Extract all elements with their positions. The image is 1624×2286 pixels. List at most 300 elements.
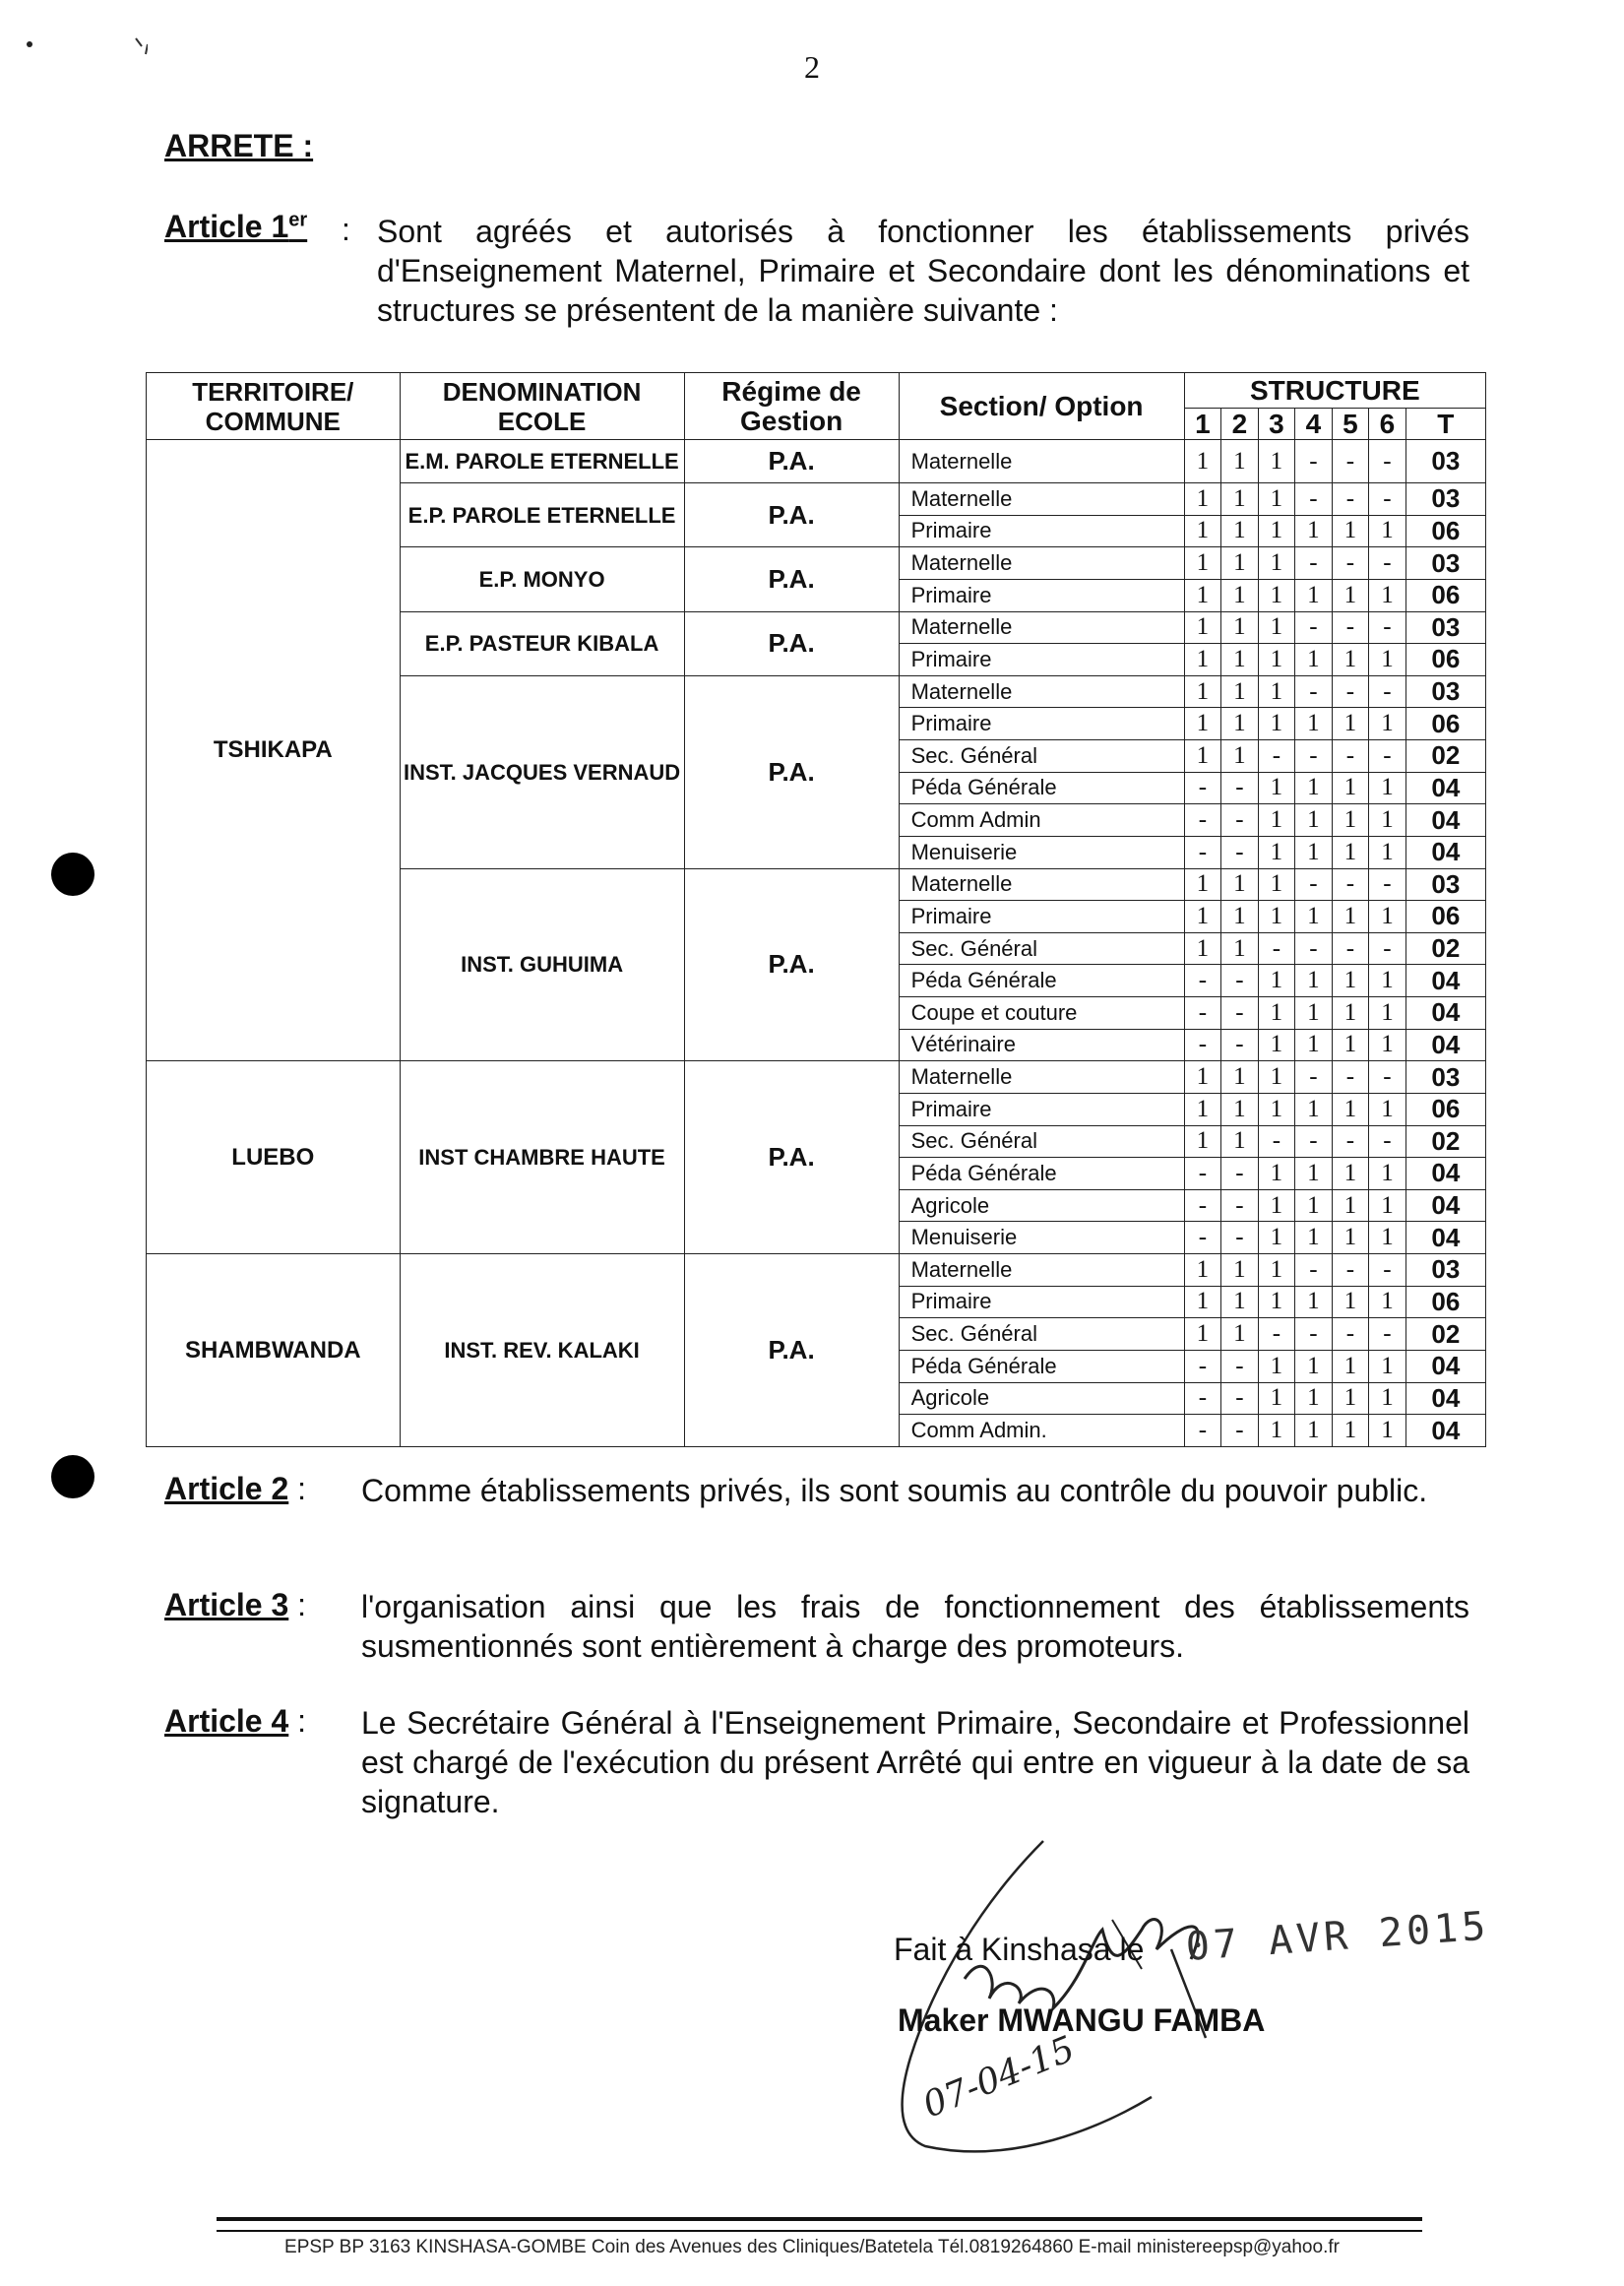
level-4-cell: 1 (1295, 1158, 1333, 1190)
article-1-label-main: Article 1 (164, 209, 289, 244)
table-row (147, 1254, 1486, 1287)
level-5-cell: 1 (1332, 804, 1369, 837)
level-3-cell: 1 (1258, 1222, 1295, 1254)
level-1-cell: 1 (1184, 440, 1221, 483)
level-2-cell: 1 (1221, 1061, 1259, 1094)
level-3-cell: 1 (1258, 901, 1295, 933)
option-cell: Comm Admin. (899, 1415, 1184, 1447)
option-cell: Agricole (899, 1189, 1184, 1222)
school-name-cell: E.P. PASTEUR KIBALA (400, 611, 684, 675)
article-1-label (164, 209, 307, 245)
place-date-label: Fait à Kinshasa le (894, 1932, 1145, 1967)
total-cell: 04 (1405, 997, 1485, 1030)
level-5-cell: 1 (1332, 1415, 1369, 1447)
header-structure: STRUCTURE (1184, 373, 1485, 409)
level-3-cell: 1 (1258, 1093, 1295, 1125)
level-4-cell: - (1295, 1254, 1333, 1287)
article-2-text: Comme établissements privés, ils sont soumis au contrôle du pouvoir public. (361, 1473, 1428, 1508)
header-regime: Régime de Gestion (684, 373, 899, 440)
header-col-total: T (1405, 409, 1485, 440)
level-6-cell: - (1369, 440, 1406, 483)
level-6-cell: 1 (1369, 901, 1406, 933)
level-3-cell: - (1258, 1318, 1295, 1351)
level-1-cell: - (1184, 1158, 1221, 1190)
level-1-cell: 1 (1184, 901, 1221, 933)
level-5-cell: 1 (1332, 997, 1369, 1030)
level-1-cell: 1 (1184, 579, 1221, 611)
level-6-cell: 1 (1369, 1222, 1406, 1254)
header-col-6: 6 (1369, 409, 1406, 440)
total-cell: 03 (1405, 1254, 1485, 1287)
total-cell: 03 (1405, 483, 1485, 516)
header-col-5: 5 (1332, 409, 1369, 440)
header-col-2: 2 (1221, 409, 1259, 440)
option-cell: Coupe et couture (899, 997, 1184, 1030)
option-cell: Maternelle (899, 547, 1184, 580)
option-cell: Primaire (899, 515, 1184, 547)
level-2-cell: 1 (1221, 932, 1259, 965)
regime-cell: P.A. (684, 1254, 899, 1447)
level-2-cell: 1 (1221, 1318, 1259, 1351)
header-col-1: 1 (1184, 409, 1221, 440)
total-cell: 04 (1405, 1350, 1485, 1382)
level-2-cell: 1 (1221, 440, 1259, 483)
level-5-cell: 1 (1332, 1350, 1369, 1382)
total-cell: 02 (1405, 1125, 1485, 1158)
total-cell: 06 (1405, 901, 1485, 933)
level-3-cell: 1 (1258, 483, 1295, 516)
total-cell: 06 (1405, 708, 1485, 740)
option-cell: Maternelle (899, 1061, 1184, 1094)
level-3-cell: 1 (1258, 997, 1295, 1030)
regime-cell: P.A. (684, 483, 899, 547)
level-5-cell: - (1332, 1125, 1369, 1158)
option-cell: Maternelle (899, 1254, 1184, 1287)
level-4-cell: - (1295, 483, 1333, 516)
article-2-label-text: Article 2 (164, 1471, 289, 1506)
header-territoire: TERRITOIRE/ COMMUNE (147, 373, 401, 440)
article-3-label (164, 1587, 306, 1623)
level-1-cell: 1 (1184, 868, 1221, 901)
total-cell: 02 (1405, 932, 1485, 965)
level-4-cell: 1 (1295, 1222, 1333, 1254)
option-cell: Maternelle (899, 868, 1184, 901)
level-5-cell: - (1332, 483, 1369, 516)
school-name-cell: INST. JACQUES VERNAUD (400, 675, 684, 868)
total-cell: 04 (1405, 804, 1485, 837)
level-4-cell: 1 (1295, 965, 1333, 997)
option-cell: Péda Générale (899, 965, 1184, 997)
level-5-cell: - (1332, 440, 1369, 483)
total-cell: 06 (1405, 579, 1485, 611)
level-2-cell: 1 (1221, 611, 1259, 644)
handwritten-date: 07-04-15 (917, 2028, 1081, 2127)
level-1-cell: - (1184, 772, 1221, 804)
total-cell: 04 (1405, 1415, 1485, 1447)
level-1-cell: - (1184, 804, 1221, 837)
level-4-cell: - (1295, 868, 1333, 901)
level-6-cell: - (1369, 1254, 1406, 1287)
level-4-cell: 1 (1295, 901, 1333, 933)
level-1-cell: - (1184, 1382, 1221, 1415)
level-2-cell: 1 (1221, 547, 1259, 580)
level-6-cell: - (1369, 675, 1406, 708)
level-4-cell: - (1295, 932, 1333, 965)
total-cell: 06 (1405, 515, 1485, 547)
level-5-cell: 1 (1332, 1093, 1369, 1125)
level-6-cell: 1 (1369, 1093, 1406, 1125)
level-6-cell: - (1369, 611, 1406, 644)
table-row (147, 1061, 1486, 1094)
level-5-cell: - (1332, 932, 1369, 965)
date-stamp: 07 AVR 2015 (1184, 1903, 1491, 1970)
level-2-cell: 1 (1221, 675, 1259, 708)
regime-cell: P.A. (684, 611, 899, 675)
total-cell: 02 (1405, 740, 1485, 773)
level-1-cell: 1 (1184, 675, 1221, 708)
total-cell: 03 (1405, 547, 1485, 580)
level-3-cell: 1 (1258, 611, 1295, 644)
level-5-cell: 1 (1332, 836, 1369, 868)
article-1-colon: : (342, 212, 350, 247)
total-cell: 04 (1405, 1029, 1485, 1061)
level-3-cell: - (1258, 932, 1295, 965)
header-col-3: 3 (1258, 409, 1295, 440)
level-5-cell: 1 (1332, 1158, 1369, 1190)
option-cell: Péda Générale (899, 772, 1184, 804)
level-2-cell: 1 (1221, 1254, 1259, 1287)
level-6-cell: 1 (1369, 1350, 1406, 1382)
level-4-cell: 1 (1295, 579, 1333, 611)
table-body (147, 440, 1486, 1447)
level-4-cell: - (1295, 740, 1333, 773)
level-5-cell: - (1332, 1254, 1369, 1287)
level-4-cell: 1 (1295, 804, 1333, 837)
table-row (147, 440, 1486, 483)
level-5-cell: 1 (1332, 708, 1369, 740)
option-cell: Menuiserie (899, 836, 1184, 868)
territory-cell: TSHIKAPA (147, 440, 401, 1061)
level-2-cell: - (1221, 804, 1259, 837)
level-5-cell: 1 (1332, 644, 1369, 676)
level-5-cell: 1 (1332, 1382, 1369, 1415)
level-4-cell: 1 (1295, 1093, 1333, 1125)
level-5-cell: 1 (1332, 515, 1369, 547)
header-col-4: 4 (1295, 409, 1333, 440)
option-cell: Sec. Général (899, 740, 1184, 773)
level-3-cell: 1 (1258, 772, 1295, 804)
level-6-cell: 1 (1369, 997, 1406, 1030)
regime-cell: P.A. (684, 1061, 899, 1254)
option-cell: Sec. Général (899, 1125, 1184, 1158)
footer-rule (217, 2217, 1422, 2232)
level-2-cell: 1 (1221, 708, 1259, 740)
option-cell: Maternelle (899, 440, 1184, 483)
level-5-cell: 1 (1332, 901, 1369, 933)
level-6-cell: - (1369, 483, 1406, 516)
level-4-cell: 1 (1295, 644, 1333, 676)
level-1-cell: - (1184, 1222, 1221, 1254)
level-2-cell: - (1221, 1222, 1259, 1254)
option-cell: Maternelle (899, 483, 1184, 516)
level-1-cell: 1 (1184, 515, 1221, 547)
level-1-cell: - (1184, 1029, 1221, 1061)
level-5-cell: 1 (1332, 1029, 1369, 1061)
level-5-cell: - (1332, 1061, 1369, 1094)
level-6-cell: 1 (1369, 708, 1406, 740)
article-4-colon: : (297, 1703, 307, 1739)
level-3-cell: 1 (1258, 1189, 1295, 1222)
territory-cell: SHAMBWANDA (147, 1254, 401, 1447)
header-section: Section/ Option (899, 373, 1184, 440)
level-6-cell: 1 (1369, 1029, 1406, 1061)
level-2-cell: - (1221, 1382, 1259, 1415)
level-3-cell: - (1258, 1125, 1295, 1158)
level-1-cell: 1 (1184, 708, 1221, 740)
level-3-cell: 1 (1258, 644, 1295, 676)
level-1-cell: 1 (1184, 1318, 1221, 1351)
level-6-cell: 1 (1369, 1189, 1406, 1222)
option-cell: Primaire (899, 579, 1184, 611)
level-5-cell: 1 (1332, 1222, 1369, 1254)
option-cell: Menuiserie (899, 1222, 1184, 1254)
margin-bullet-upper (51, 853, 94, 896)
level-2-cell: - (1221, 1350, 1259, 1382)
level-1-cell: 1 (1184, 1061, 1221, 1094)
level-3-cell: 1 (1258, 1254, 1295, 1287)
option-cell: Péda Générale (899, 1350, 1184, 1382)
level-3-cell: 1 (1258, 804, 1295, 837)
level-5-cell: 1 (1332, 965, 1369, 997)
school-name-cell: E.M. PAROLE ETERNELLE (400, 440, 684, 483)
level-1-cell: 1 (1184, 1093, 1221, 1125)
level-4-cell: 1 (1295, 772, 1333, 804)
total-cell: 04 (1405, 1382, 1485, 1415)
level-2-cell: 1 (1221, 579, 1259, 611)
level-3-cell: 1 (1258, 708, 1295, 740)
level-1-cell: - (1184, 965, 1221, 997)
option-cell: Sec. Général (899, 1318, 1184, 1351)
level-6-cell: 1 (1369, 804, 1406, 837)
level-4-cell: 1 (1295, 1415, 1333, 1447)
level-4-cell: 1 (1295, 1189, 1333, 1222)
level-3-cell: 1 (1258, 675, 1295, 708)
level-3-cell: 1 (1258, 1382, 1295, 1415)
level-2-cell: 1 (1221, 740, 1259, 773)
option-cell: Agricole (899, 1382, 1184, 1415)
level-3-cell: 1 (1258, 440, 1295, 483)
level-6-cell: - (1369, 740, 1406, 773)
article-4-label (164, 1703, 306, 1740)
option-cell: Sec. Général (899, 932, 1184, 965)
level-1-cell: 1 (1184, 1254, 1221, 1287)
option-cell: Primaire (899, 708, 1184, 740)
level-1-cell: - (1184, 836, 1221, 868)
level-4-cell: - (1295, 1125, 1333, 1158)
level-2-cell: - (1221, 965, 1259, 997)
option-cell: Comm Admin (899, 804, 1184, 837)
level-6-cell: 1 (1369, 579, 1406, 611)
level-2-cell: 1 (1221, 644, 1259, 676)
total-cell: 04 (1405, 1222, 1485, 1254)
total-cell: 04 (1405, 965, 1485, 997)
level-6-cell: - (1369, 1125, 1406, 1158)
level-2-cell: 1 (1221, 868, 1259, 901)
total-cell: 04 (1405, 1158, 1485, 1190)
article-3-text: l'organisation ainsi que les frais de fonctionnement des établissements susmentionnés sont entièrement à charge des promoteurs. (361, 1589, 1469, 1664)
level-2-cell: - (1221, 1158, 1259, 1190)
total-cell: 03 (1405, 675, 1485, 708)
level-5-cell: 1 (1332, 772, 1369, 804)
level-6-cell: 1 (1369, 1158, 1406, 1190)
level-4-cell: 1 (1295, 1382, 1333, 1415)
total-cell: 03 (1405, 440, 1485, 483)
header-denomination: DENOMINATION ECOLE (400, 373, 684, 440)
option-cell: Vétérinaire (899, 1029, 1184, 1061)
article-4-text: Le Secrétaire Général à l'Enseignement Primaire, Secondaire et Professionnel est chargé de l'exécution du présent Arrêté qui entre en vigueur à la date de sa signature. (361, 1705, 1469, 1819)
total-cell: 06 (1405, 1286, 1485, 1318)
regime-cell: P.A. (684, 675, 899, 868)
option-cell: Maternelle (899, 675, 1184, 708)
level-2-cell: 1 (1221, 515, 1259, 547)
regime-cell: P.A. (684, 868, 899, 1061)
level-6-cell: 1 (1369, 1286, 1406, 1318)
option-cell: Péda Générale (899, 1158, 1184, 1190)
level-6-cell: 1 (1369, 772, 1406, 804)
option-cell: Primaire (899, 1093, 1184, 1125)
level-5-cell: 1 (1332, 1286, 1369, 1318)
level-1-cell: 1 (1184, 932, 1221, 965)
total-cell: 03 (1405, 1061, 1485, 1094)
level-6-cell: - (1369, 547, 1406, 580)
level-2-cell: 1 (1221, 901, 1259, 933)
article-2-label (164, 1471, 306, 1507)
level-6-cell: 1 (1369, 1415, 1406, 1447)
article-2-colon: : (297, 1471, 307, 1506)
total-cell: 03 (1405, 611, 1485, 644)
level-5-cell: - (1332, 675, 1369, 708)
school-name-cell: INST CHAMBRE HAUTE (400, 1061, 684, 1254)
decree-heading: ARRETE : (164, 128, 314, 163)
level-3-cell: 1 (1258, 1350, 1295, 1382)
total-cell: 02 (1405, 1318, 1485, 1351)
level-3-cell: 1 (1258, 1029, 1295, 1061)
level-1-cell: - (1184, 997, 1221, 1030)
article-4-label-text: Article 4 (164, 1703, 289, 1739)
level-3-cell: 1 (1258, 1415, 1295, 1447)
school-name-cell: E.P. PAROLE ETERNELLE (400, 483, 684, 547)
school-name-cell: INST. GUHUIMA (400, 868, 684, 1061)
level-6-cell: 1 (1369, 515, 1406, 547)
level-1-cell: 1 (1184, 1125, 1221, 1158)
signer-name: Maker MWANGU FAMBA (898, 2002, 1266, 2038)
level-6-cell: 1 (1369, 1382, 1406, 1415)
level-3-cell: 1 (1258, 547, 1295, 580)
total-cell: 04 (1405, 1189, 1485, 1222)
level-5-cell: - (1332, 611, 1369, 644)
level-4-cell: 1 (1295, 708, 1333, 740)
level-2-cell: 1 (1221, 483, 1259, 516)
total-cell: 06 (1405, 644, 1485, 676)
territory-cell: LUEBO (147, 1061, 401, 1254)
level-1-cell: 1 (1184, 483, 1221, 516)
level-6-cell: 1 (1369, 965, 1406, 997)
level-4-cell: 1 (1295, 1350, 1333, 1382)
level-4-cell: 1 (1295, 515, 1333, 547)
article-1-label-sup: er (288, 209, 308, 231)
level-1-cell: 1 (1184, 547, 1221, 580)
level-1-cell: 1 (1184, 611, 1221, 644)
level-2-cell: - (1221, 1415, 1259, 1447)
level-6-cell: 1 (1369, 836, 1406, 868)
level-2-cell: 1 (1221, 1286, 1259, 1318)
level-5-cell: 1 (1332, 579, 1369, 611)
level-4-cell: 1 (1295, 1286, 1333, 1318)
level-2-cell: - (1221, 1189, 1259, 1222)
level-4-cell: - (1295, 547, 1333, 580)
level-5-cell: - (1332, 547, 1369, 580)
level-5-cell: - (1332, 1318, 1369, 1351)
level-1-cell: 1 (1184, 740, 1221, 773)
margin-bullet-lower (51, 1455, 94, 1498)
regime-cell: P.A. (684, 547, 899, 611)
option-cell: Primaire (899, 1286, 1184, 1318)
article-3-label-text: Article 3 (164, 1587, 289, 1622)
article-1-text: Sont agréés et autorisés à fonctionner les établissements privés d'Enseignement Maternel, Primaire et Secondaire dont les dénominations et structures se présentent de la manière suivante : (377, 214, 1469, 328)
level-5-cell: 1 (1332, 1189, 1369, 1222)
level-2-cell: 1 (1221, 1093, 1259, 1125)
handwritten-signature (817, 1831, 1309, 2166)
level-6-cell: - (1369, 932, 1406, 965)
level-3-cell: 1 (1258, 515, 1295, 547)
school-name-cell: INST. REV. KALAKI (400, 1254, 684, 1447)
level-1-cell: - (1184, 1350, 1221, 1382)
level-2-cell: - (1221, 1029, 1259, 1061)
schools-structure-table (146, 372, 1486, 1447)
level-1-cell: 1 (1184, 1286, 1221, 1318)
level-1-cell: - (1184, 1189, 1221, 1222)
level-4-cell: 1 (1295, 1029, 1333, 1061)
level-4-cell: - (1295, 1318, 1333, 1351)
level-1-cell: - (1184, 1415, 1221, 1447)
level-2-cell: - (1221, 997, 1259, 1030)
option-cell: Primaire (899, 901, 1184, 933)
level-2-cell: 1 (1221, 1125, 1259, 1158)
level-4-cell: - (1295, 1061, 1333, 1094)
level-6-cell: - (1369, 868, 1406, 901)
school-name-cell: E.P. MONYO (400, 547, 684, 611)
option-cell: Primaire (899, 644, 1184, 676)
regime-cell: P.A. (684, 440, 899, 483)
total-cell: 04 (1405, 772, 1485, 804)
level-2-cell: - (1221, 836, 1259, 868)
level-4-cell: 1 (1295, 997, 1333, 1030)
level-3-cell: - (1258, 740, 1295, 773)
level-6-cell: - (1369, 1061, 1406, 1094)
level-3-cell: 1 (1258, 965, 1295, 997)
footer-address: EPSP BP 3163 KINSHASA-GOMBE Coin des Avenues des Cliniques/Batetela Tél.0819264860 E-mail ministereepsp@yahoo.fr (284, 2237, 1340, 2257)
level-2-cell: - (1221, 772, 1259, 804)
level-3-cell: 1 (1258, 1061, 1295, 1094)
level-3-cell: 1 (1258, 836, 1295, 868)
total-cell: 06 (1405, 1093, 1485, 1125)
total-cell: 03 (1405, 868, 1485, 901)
level-4-cell: - (1295, 440, 1333, 483)
level-4-cell: - (1295, 675, 1333, 708)
level-3-cell: 1 (1258, 868, 1295, 901)
level-1-cell: 1 (1184, 644, 1221, 676)
level-3-cell: 1 (1258, 1158, 1295, 1190)
